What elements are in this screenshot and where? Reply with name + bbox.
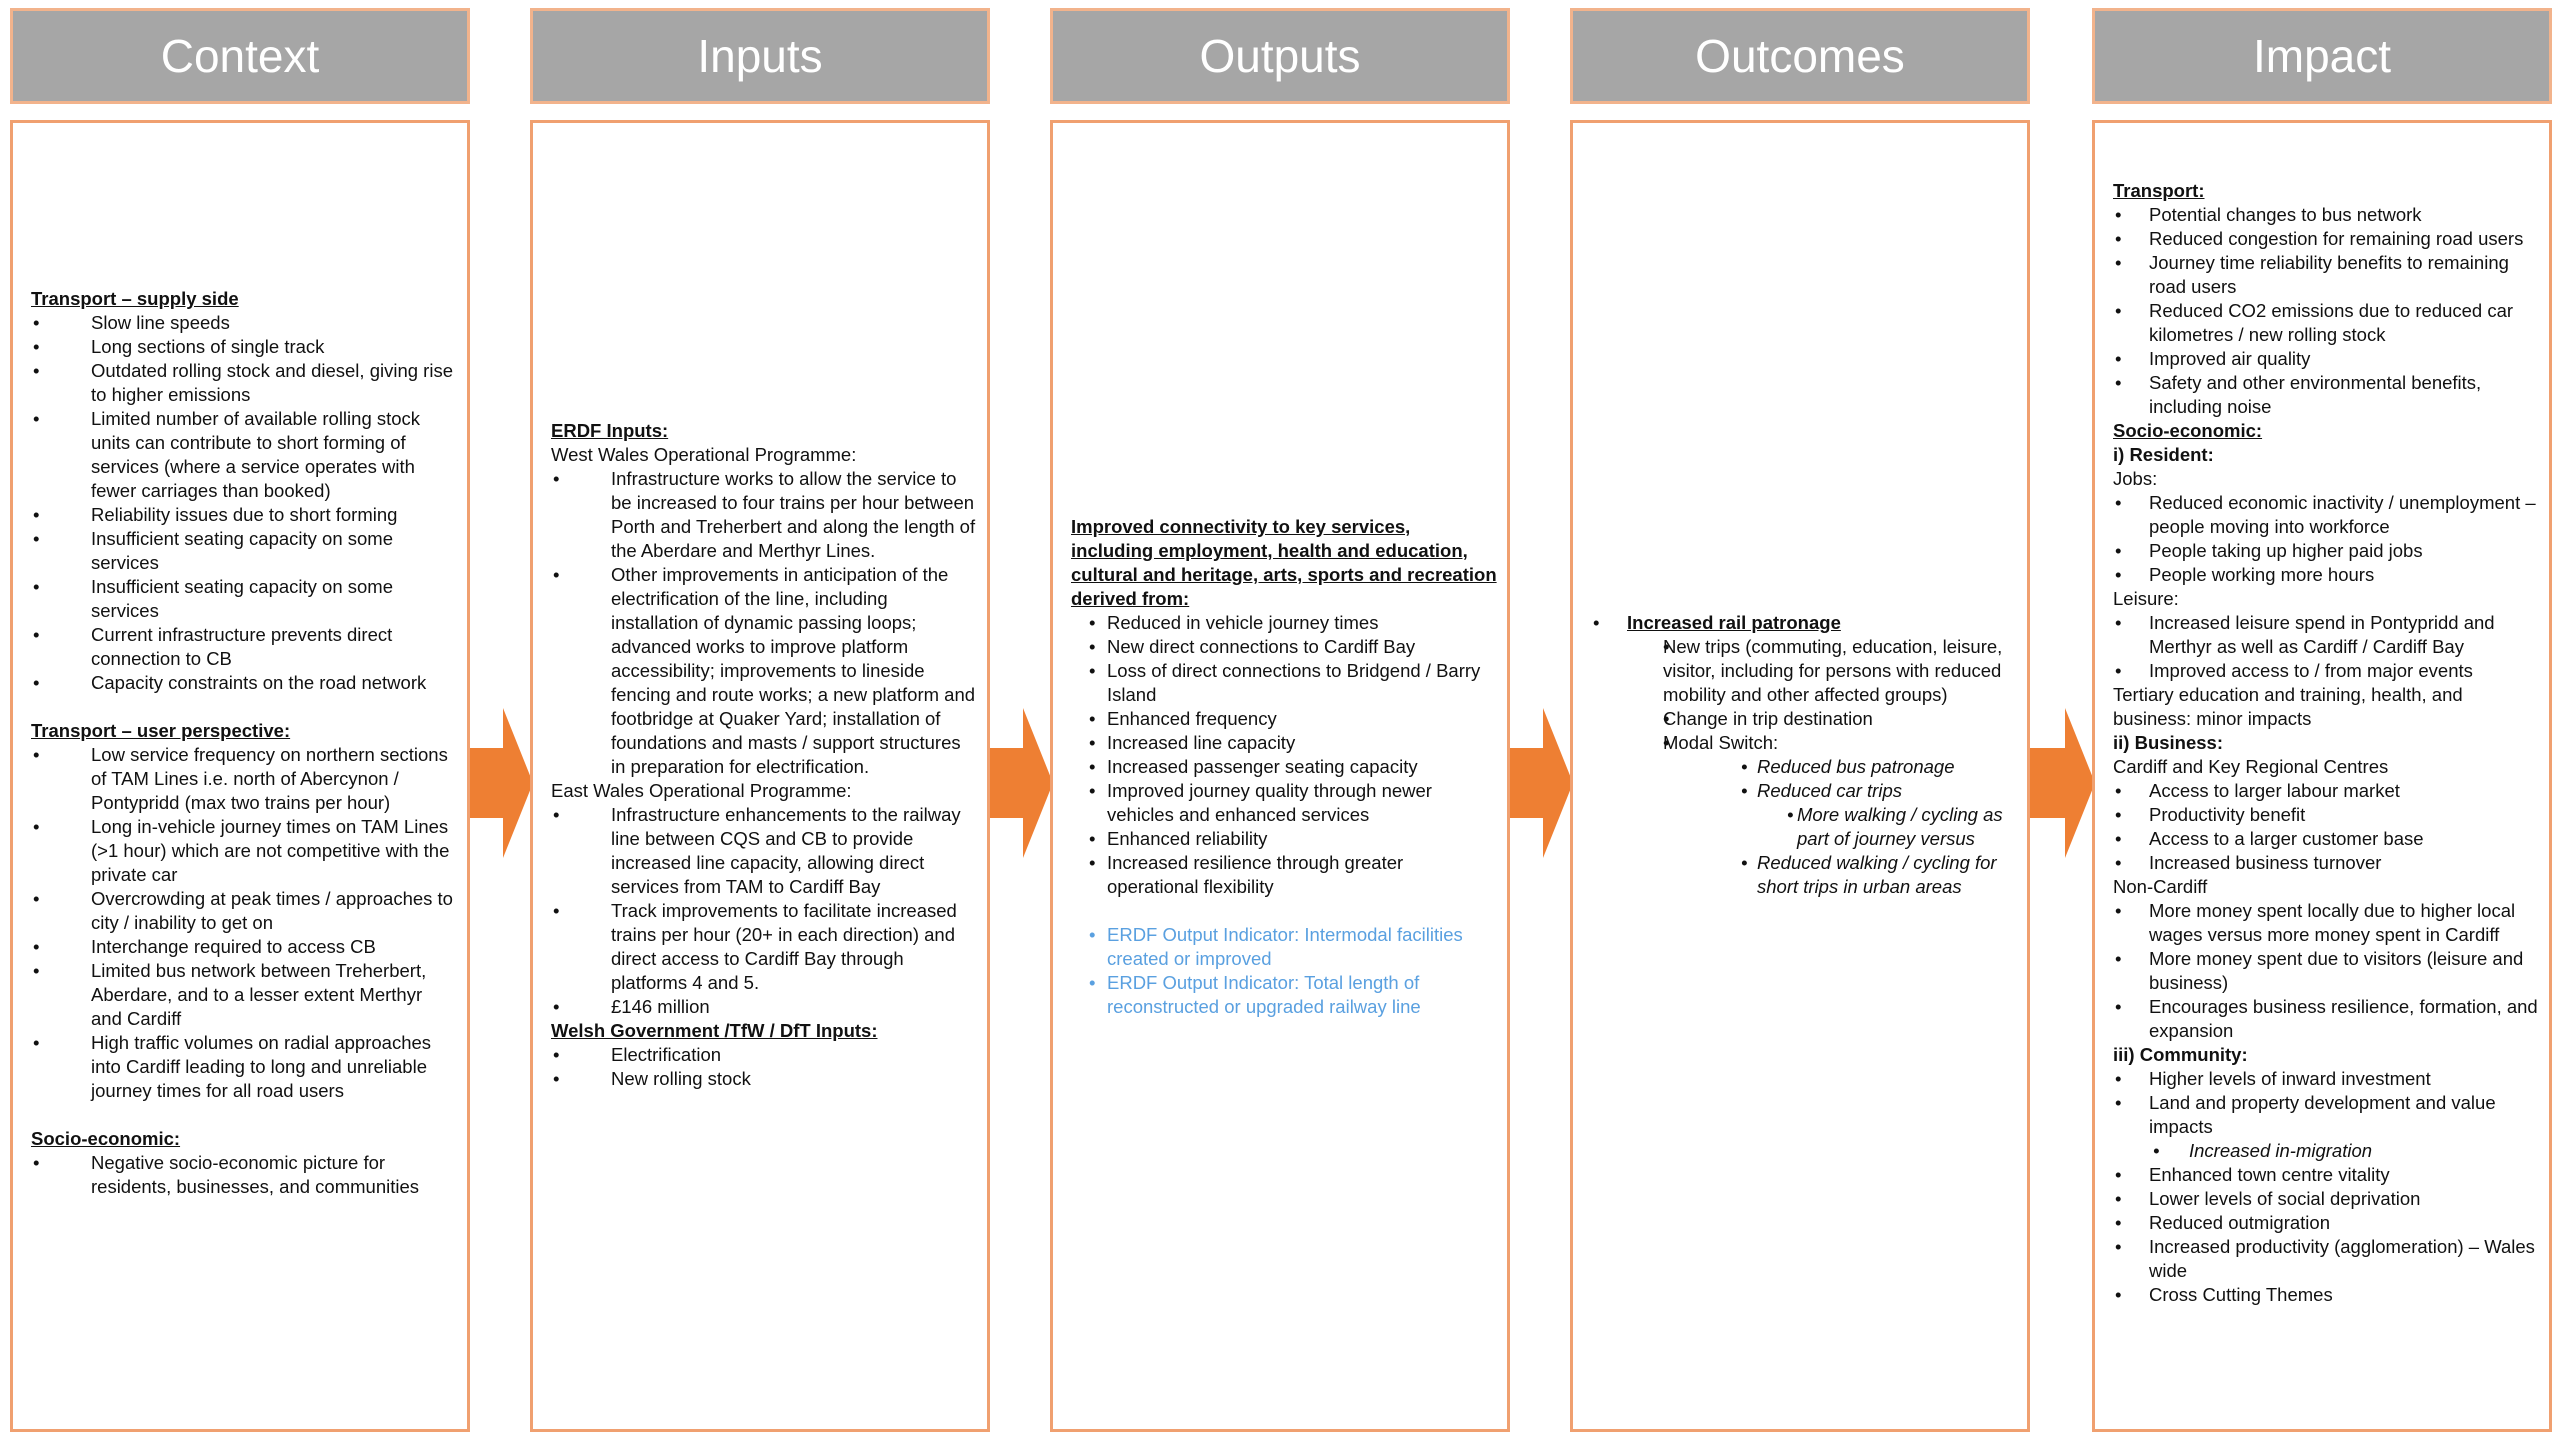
jobs-label: Jobs: xyxy=(2113,468,2158,489)
list-item: • Lower levels of social deprivation xyxy=(2113,1187,2539,1211)
list-item: • Enhanced town centre vitality xyxy=(2113,1163,2539,1187)
cardiff-centres-label: Cardiff and Key Regional Centres xyxy=(2113,756,2389,777)
list-item: • Increased productivity (agglomeration) – Wales wide xyxy=(2113,1235,2539,1283)
outputs-heading: Improved connectivity to key services, including employment, health and education, cultural and heritage, arts, sports and recreation derived from: xyxy=(1071,516,1497,609)
list-item: • Reliability issues due to short forming xyxy=(31,503,457,527)
outputs-content xyxy=(1071,515,1497,1019)
community-heading: iii) Community: xyxy=(2113,1044,2248,1065)
list-item: • Access to a larger customer base xyxy=(2113,827,2539,851)
non-cardiff-list xyxy=(2113,899,2539,1043)
list-item: • Slow line speeds xyxy=(31,311,457,335)
east-list xyxy=(551,803,977,1019)
list-item: • Reduced bus patronage xyxy=(1723,755,2017,779)
list-item: • Reduced congestion for remaining road users xyxy=(2113,227,2539,251)
list-item: • Modal Switch: xyxy=(1645,731,2017,755)
list-item: • Long in-vehicle journey times on TAM Lines (>1 hour) which are not competitive with the private car xyxy=(31,815,457,887)
community-list xyxy=(2113,1067,2539,1307)
list-item: • Insufficient seating capacity on some services xyxy=(31,575,457,623)
list-item: • Change in trip destination xyxy=(1645,707,2017,731)
list-item: • Potential changes to bus network xyxy=(2113,203,2539,227)
supply-list xyxy=(31,311,457,695)
impact-box xyxy=(2092,120,2552,1432)
list-item xyxy=(1591,611,2017,635)
list-item: • Land and property development and value impacts xyxy=(2113,1091,2539,1139)
list-item: • £146 million xyxy=(551,995,977,1019)
tertiary-text: Tertiary education and training, health, and business: minor impacts xyxy=(2113,684,2463,729)
indicator-item: • ERDF Output Indicator: Total length of reconstructed or upgraded railway line xyxy=(1071,971,1497,1019)
list-item: • Infrastructure enhancements to the railway line between CQS and CB to provide increased line capacity, allowing direct services from TAM to Cardiff Bay xyxy=(551,803,977,899)
leisure-label: Leisure: xyxy=(2113,588,2179,609)
list-item: • Cross Cutting Themes xyxy=(2113,1283,2539,1307)
west-wales-label: West Wales Operational Programme: xyxy=(551,444,857,465)
list-item: • Increased line capacity xyxy=(1071,731,1497,755)
list-item xyxy=(2113,1139,2539,1163)
outputs-list xyxy=(1071,611,1497,899)
supply-heading: Transport – supply side xyxy=(31,288,239,309)
list-item: • High traffic volumes on radial approaches into Cardiff leading to long and unreliable journey times for all road users xyxy=(31,1031,457,1103)
list-item: • Increased business turnover xyxy=(2113,851,2539,875)
outcomes-list xyxy=(1591,611,2017,899)
list-item: • Reduced economic inactivity / unemployment – people moving into workforce xyxy=(2113,491,2539,539)
list-item: • Outdated rolling stock and diesel, giving rise to higher emissions xyxy=(31,359,457,407)
list-item: • Interchange required to access CB xyxy=(31,935,457,959)
outputs-header xyxy=(1050,8,1510,104)
east-wales-label: East Wales Operational Programme: xyxy=(551,780,852,801)
wg-heading: Welsh Government /TfW / DfT Inputs: xyxy=(551,1020,878,1041)
inputs-content xyxy=(551,419,977,1091)
list-item: • Reduced walking / cycling for short trips in urban areas xyxy=(1723,851,2017,899)
in-migration-text: Increased in-migration xyxy=(2189,1140,2373,1161)
outcomes-box xyxy=(1570,120,2030,1432)
list-item: • More money spent due to visitors (leisure and business) xyxy=(2113,947,2539,995)
wg-list xyxy=(551,1043,977,1091)
arrow-right-icon xyxy=(465,708,533,858)
list-item: • Access to larger labour market xyxy=(2113,779,2539,803)
socio-list xyxy=(31,1151,457,1199)
impact-socio-heading: Socio-economic: xyxy=(2113,420,2263,441)
list-item: • Encourages business resilience, formation, and expansion xyxy=(2113,995,2539,1043)
outcomes-header xyxy=(1570,8,2030,104)
business-list xyxy=(2113,779,2539,875)
list-item: • Infrastructure works to allow the service to be increased to four trains per hour between Porth and Treherbert and along the length of the Aberdare and Merthyr Lines. xyxy=(551,467,977,563)
leisure-list xyxy=(2113,611,2539,683)
inputs-box xyxy=(530,120,990,1432)
list-item: • Low service frequency on northern sections of TAM Lines i.e. north of Abercynon / Pontypridd (max two trains per hour) xyxy=(31,743,457,815)
indicator-list xyxy=(1071,923,1497,1019)
list-item: • Long sections of single track xyxy=(31,335,457,359)
list-item: • Limited number of available rolling stock units can contribute to short forming of services (where a service operates with fewer carriages than booked) xyxy=(31,407,457,503)
arrow-right-icon xyxy=(2027,708,2095,858)
arrow-right-icon xyxy=(985,708,1053,858)
list-item: • More walking / cycling as part of journey versus xyxy=(1769,803,2017,851)
jobs-list xyxy=(2113,491,2539,587)
list-item: • More money spent locally due to higher local wages versus more money spent in Cardiff xyxy=(2113,899,2539,947)
list-item: • Enhanced reliability xyxy=(1071,827,1497,851)
list-item: • Reduced car trips xyxy=(1723,779,2017,803)
arrow-right-icon xyxy=(1505,708,1573,858)
impact-transport-list xyxy=(2113,203,2539,419)
list-item: • Reduced outmigration xyxy=(2113,1211,2539,1235)
list-item: • Improved access to / from major events xyxy=(2113,659,2539,683)
list-item: • Safety and other environmental benefits, including noise xyxy=(2113,371,2539,419)
list-item: • Enhanced frequency xyxy=(1071,707,1497,731)
inputs-header xyxy=(530,8,990,104)
list-item: • Other improvements in anticipation of the electrification of the line, including installation of dynamic passing loops; advanced works to improve platform accessibility; improvements to lineside fencing and route works; a new platform and footbridge at Quaker Yard; installation of foundations and masts / support structures in preparation for electrification. xyxy=(551,563,977,779)
context-header xyxy=(10,8,470,104)
non-cardiff-label: Non-Cardiff xyxy=(2113,876,2208,897)
list-item: • People working more hours xyxy=(2113,563,2539,587)
list-item: • Increased passenger seating capacity xyxy=(1071,755,1497,779)
inputs-header-label: Inputs xyxy=(697,30,823,82)
list-item: • Increased leisure spend in Pontypridd and Merthyr as well as Cardiff / Cardiff Bay xyxy=(2113,611,2539,659)
list-item: • Overcrowding at peak times / approaches to city / inability to get on xyxy=(31,887,457,935)
user-list xyxy=(31,743,457,1103)
list-item: • New rolling stock xyxy=(551,1067,977,1091)
impact-header xyxy=(2092,8,2552,104)
list-item: • Negative socio-economic picture for residents, businesses, and communities xyxy=(31,1151,457,1199)
list-item: • Capacity constraints on the road network xyxy=(31,671,457,695)
outcomes-heading: Increased rail patronage xyxy=(1627,612,1841,633)
list-item: • Track improvements to facilitate increased trains per hour (20+ in each direction) and direct access to Cardiff Bay through platforms 4 and 5. xyxy=(551,899,977,995)
impact-content xyxy=(2113,179,2539,1307)
list-item: • Reduced CO2 emissions due to reduced car kilometres / new rolling stock xyxy=(2113,299,2539,347)
business-heading: ii) Business: xyxy=(2113,732,2223,753)
list-item: • Insufficient seating capacity on some services xyxy=(31,527,457,575)
outputs-box xyxy=(1050,120,1510,1432)
outcomes-header-label: Outcomes xyxy=(1695,30,1905,82)
list-item: • Current infrastructure prevents direct connection to CB xyxy=(31,623,457,671)
impact-transport-heading: Transport: xyxy=(2113,180,2205,201)
list-item: • Electrification xyxy=(551,1043,977,1067)
list-item: • People taking up higher paid jobs xyxy=(2113,539,2539,563)
list-item: • Higher levels of inward investment xyxy=(2113,1067,2539,1091)
impact-header-label: Impact xyxy=(2252,30,2392,82)
context-header-label: Context xyxy=(160,30,320,82)
list-item: • Improved air quality xyxy=(2113,347,2539,371)
list-item: • Journey time reliability benefits to remaining road users xyxy=(2113,251,2539,299)
list-item: • Loss of direct connections to Bridgend / Barry Island xyxy=(1071,659,1497,707)
indicator-item: • ERDF Output Indicator: Intermodal facilities created or improved xyxy=(1071,923,1497,971)
outputs-header-label: Outputs xyxy=(1199,30,1361,82)
list-item: • Increased resilience through greater operational flexibility xyxy=(1071,851,1497,899)
list-item: • New trips (commuting, education, leisure, visitor, including for persons with reduced mobility and other affected groups) xyxy=(1645,635,2017,707)
list-item: • Productivity benefit xyxy=(2113,803,2539,827)
erdf-heading: ERDF Inputs: xyxy=(551,420,669,441)
user-heading: Transport – user perspective: xyxy=(31,720,291,741)
context-box xyxy=(10,120,470,1432)
list-item: • Reduced in vehicle journey times xyxy=(1071,611,1497,635)
list-item: • Limited bus network between Treherbert, Aberdare, and to a lesser extent Merthyr and Cardiff xyxy=(31,959,457,1031)
context-content xyxy=(31,287,457,1199)
socio-heading: Socio-economic: xyxy=(31,1128,181,1149)
resident-heading: i) Resident: xyxy=(2113,444,2214,465)
list-item: • Improved journey quality through newer vehicles and enhanced services xyxy=(1071,779,1497,827)
outcomes-content xyxy=(1591,611,2017,899)
west-list xyxy=(551,467,977,779)
list-item: • New direct connections to Cardiff Bay xyxy=(1071,635,1497,659)
